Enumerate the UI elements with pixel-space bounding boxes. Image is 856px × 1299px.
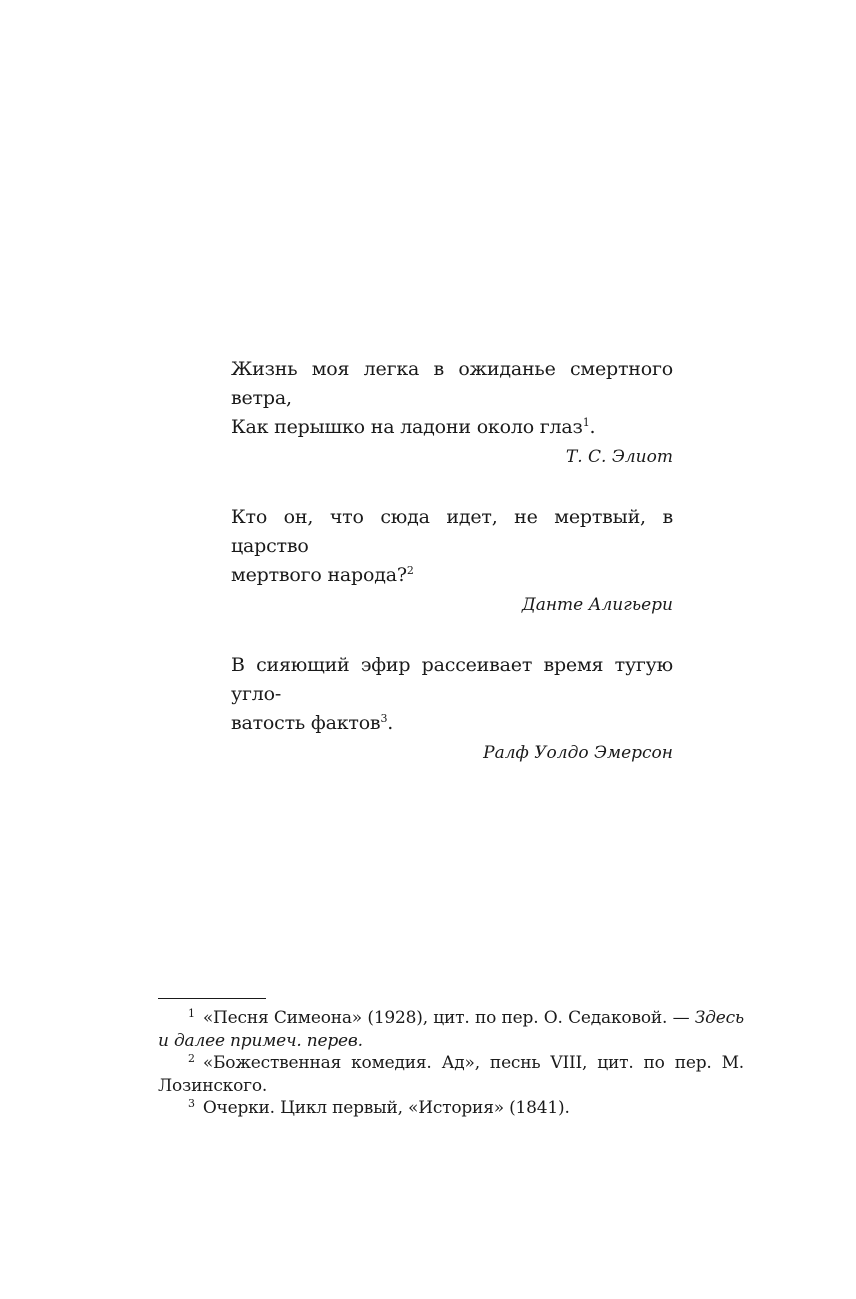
footnote-text: «Божественная комедия. Ад», песнь VIII, цит. по пер. М. Лозинского. <box>158 1053 744 1096</box>
quote-line: В сияющий эфир рассеивает время тугую угло- <box>231 654 673 705</box>
footnote-text: Очерки. Цикл первый, «История» (1841). <box>202 1098 570 1118</box>
epigraph-dante <box>231 503 673 617</box>
quote-trailing: . <box>387 712 394 734</box>
quote-line <box>231 413 673 442</box>
quote-line-text: мертвого народа? <box>231 564 407 586</box>
epigraphs <box>231 355 673 765</box>
footnote-marker: 3 <box>188 1097 195 1110</box>
epigraph-author: Данте Алигьери <box>521 595 673 615</box>
footnote-ref[interactable]: 3 <box>380 712 388 725</box>
epigraph-quote <box>231 651 673 738</box>
footnote-ref[interactable]: 2 <box>406 564 414 577</box>
quote-line-text: ватость фактов <box>231 712 381 734</box>
quote-trailing: . <box>589 416 596 438</box>
footnote-ref[interactable]: 1 <box>582 416 590 429</box>
footnotes <box>158 1007 744 1120</box>
footnote-2 <box>158 1052 744 1097</box>
quote-line-text: Как перышко на ладони около глаз <box>231 416 583 438</box>
quote-line: Кто он, что сюда идет, не мертвый, в царство <box>231 506 673 557</box>
epigraph-author: Т. С. Элиот <box>565 447 673 467</box>
epigraph-quote <box>231 355 673 442</box>
quote-line: Жизнь моя легка в ожиданье смертного ветра, <box>231 358 673 409</box>
epigraph-author: Ралф Уолдо Эмерсон <box>483 743 673 763</box>
quote-line <box>231 709 673 738</box>
epigraph-eliot <box>231 355 673 469</box>
footnote-italic: Здесь и далее примеч. перев. <box>158 1008 744 1051</box>
footnote-separator <box>158 998 266 999</box>
footnote-3 <box>158 1097 744 1120</box>
quote-line <box>231 561 673 590</box>
epigraph-quote <box>231 503 673 590</box>
footnote-text: «Песня Симеона» (1928), цит. по пер. О. Седаковой. — <box>202 1008 695 1028</box>
footnote-1 <box>158 1007 744 1052</box>
footnote-marker: 2 <box>188 1052 195 1065</box>
footnote-marker: 1 <box>188 1007 195 1020</box>
epigraph-emerson <box>231 651 673 765</box>
